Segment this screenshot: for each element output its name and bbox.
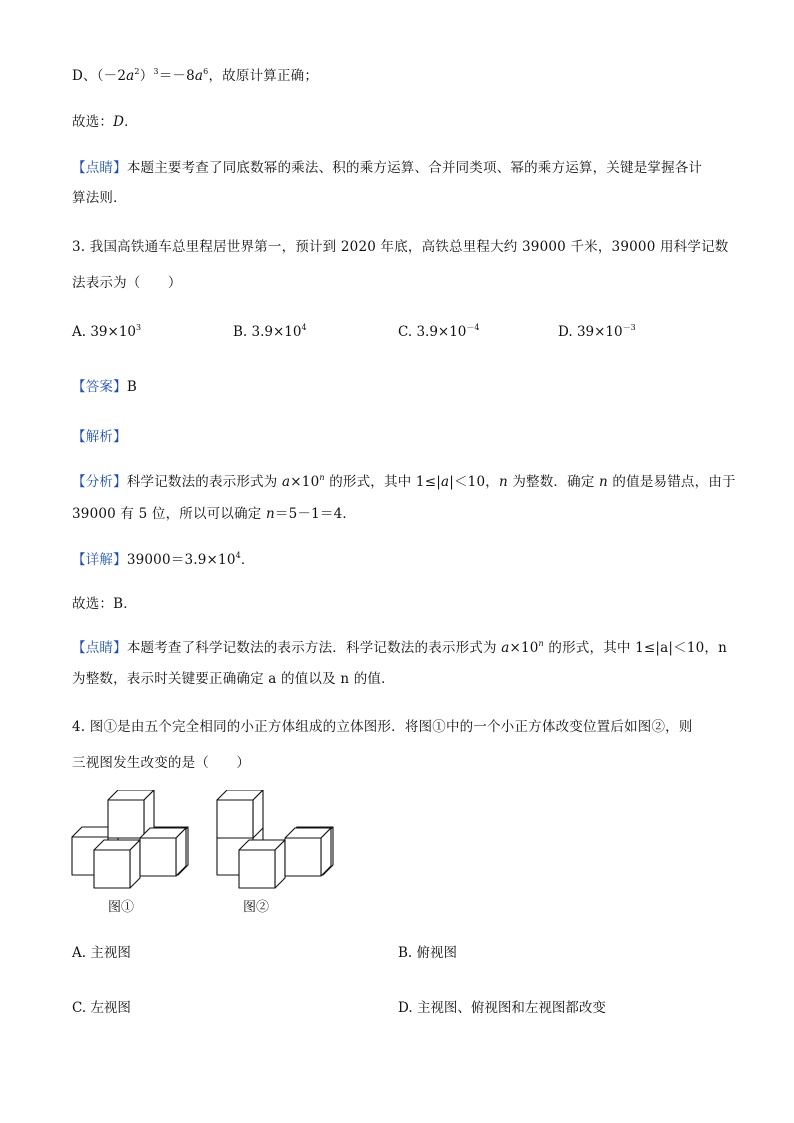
prev-option-d-explanation: D、$(-2a^2)^3=-8a^6$，故原计算正确； [72, 67, 319, 84]
q3-detail: 【详解】$39000=3.9\times 10^4$． [72, 551, 255, 568]
q4-option-c[interactable]: C. 左视图 [72, 1000, 131, 1016]
cube [217, 790, 263, 838]
prev-comment-line2: 算法则． [72, 190, 127, 206]
q3-comment: 【点睛】本题考查了科学记数法的表示方法．科学记数法的表示形式为 $a\times 10^n$ 的形式，其中 1≤|a|＜10，n [72, 639, 728, 656]
q4-option-a[interactable]: A. 主视图 [72, 945, 131, 961]
figure-2-cubes [215, 790, 339, 890]
figure-2-caption: 图② [243, 900, 270, 915]
q3-choose: 故选：B． [72, 596, 137, 612]
q3-comment-line2: 为整数，表示时关键要正确确定 a 的值以及 n 的值． [72, 671, 395, 687]
q4-option-d[interactable]: D. 主视图、俯视图和左视图都改变 [398, 1000, 606, 1016]
q3-stem-line2: 法表示为（ ） [72, 275, 182, 291]
q4-option-b[interactable]: B. 俯视图 [398, 945, 458, 961]
figure-1-caption: 图① [108, 900, 135, 915]
q3-option-a[interactable]: A. $39\times 10^3$ [72, 323, 142, 340]
answer-tag: 【答案】 [72, 379, 127, 395]
comment-tag: 【点睛】 [72, 160, 127, 176]
cube [94, 840, 140, 888]
q3-fenxi-line2: 39000 有 5 位，所以可以确定 n＝5－1＝4． [72, 506, 357, 522]
figure-1-cubes [70, 790, 194, 890]
cube [239, 840, 285, 888]
prev-comment: 【点睛】本题主要考查了同底数幂的乘法、积的乘方运算、合并同类项、幂的乘方运算，关键是掌握各计 [72, 160, 703, 176]
q4-stem-line2: 三视图发生改变的是（ ） [72, 755, 251, 771]
q3-stem: 3. 我国高铁通车总里程居世界第一，预计到 2020 年底，高铁总里程大约 39000 千米，39000 用科学记数 [72, 239, 729, 255]
q3-fenxi: 【分析】科学记数法的表示形式为 $a\times 10^n$ 的形式，其中 1≤|a|＜10，n 为整数．确定 n 的值是易错点，由于 [72, 473, 736, 490]
prev-answer: 故选：D． [72, 114, 138, 130]
q3-option-b[interactable]: B. $3.9\times 10^4$ [233, 323, 307, 340]
q4-stem: 4. 图①是由五个完全相同的小正方体组成的立体图形．将图①中的一个小正方体改变位置后如图②，则 [72, 719, 693, 735]
q3-option-d[interactable]: D. $39\times 10^{-3}$ [558, 323, 636, 340]
cube [285, 828, 331, 876]
q3-option-c[interactable]: C. $3.9\times 10^{-4}$ [398, 323, 480, 340]
q3-answer: 【答案】B [72, 379, 137, 395]
q3-analysis-tag: 【解析】 [72, 429, 127, 445]
cube [140, 828, 186, 876]
